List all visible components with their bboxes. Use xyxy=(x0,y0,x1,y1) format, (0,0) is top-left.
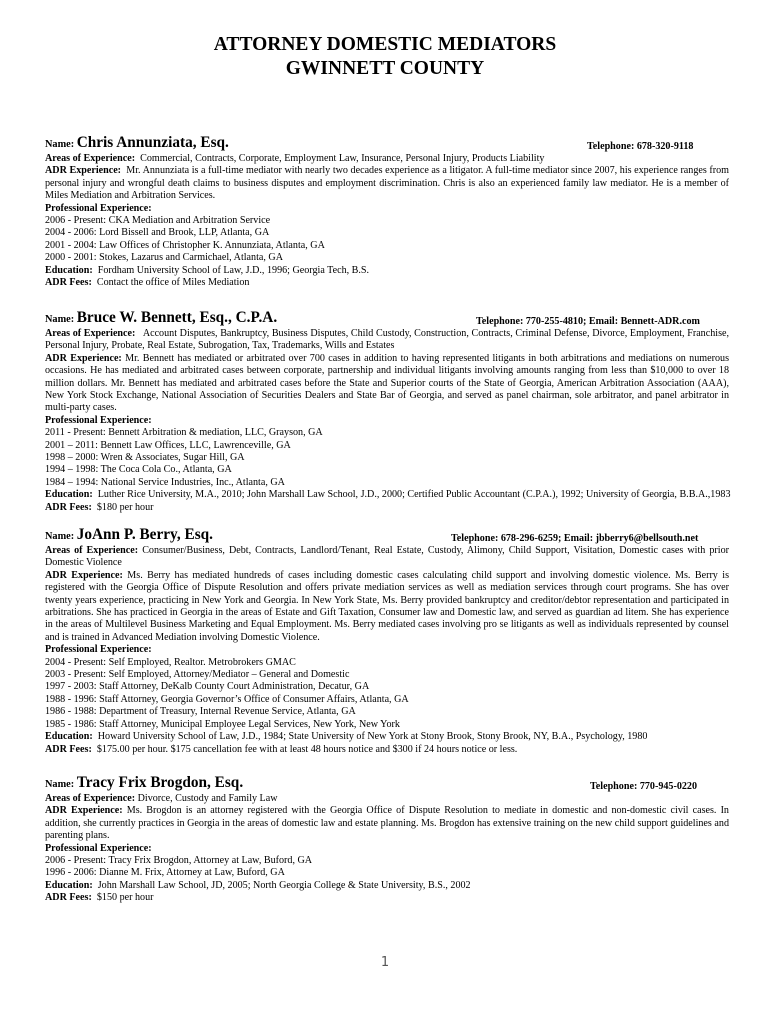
adr-experience-label: ADR Experience: xyxy=(45,165,122,177)
professional-item: 2001 – 2011: Bennett Law Offices, LLC, Lawrenceville, GA xyxy=(45,439,291,451)
mediator-contact: Telephone: 770-945-0220 xyxy=(590,780,698,792)
areas-of-experience xyxy=(45,153,729,165)
professional-experience-label: Professional Experience: xyxy=(45,202,152,214)
name-row xyxy=(45,774,729,793)
adr-fees xyxy=(45,744,729,756)
areas-label: Areas of Experience: xyxy=(45,328,136,339)
adr-experience xyxy=(45,165,729,202)
education xyxy=(45,489,729,501)
adr-experience-text: Ms. Brogdon is an attorney registered with the Georgia Office of Dispute Resolution to mediate in domestic and non-domestic civil cases. In addition, she currently practices in Georgia in the areas of domestic law and estate planning. Ms. Brogdon has extensive training on the new child support guidelines and parenting plans. xyxy=(45,805,729,842)
name-label: Name: xyxy=(45,139,75,150)
areas-label: Areas of Experience: xyxy=(45,793,136,804)
mediator-name: JoAnn P. Berry, Esq. xyxy=(76,526,213,543)
page-number: 1 xyxy=(380,955,390,970)
mediator-entry xyxy=(45,134,730,289)
name-label: Name: xyxy=(45,314,75,325)
mediator-contact: Telephone: 678-296-6259; Email: jbberry6@bellsouth.net xyxy=(451,532,699,544)
name-row xyxy=(45,309,729,328)
professional-item: 1985 - 1986: Staff Attorney, Municipal Employee Legal Services, New York, New York xyxy=(45,718,400,730)
mediator-contact: Telephone: 678-320-9118 xyxy=(587,140,694,152)
areas-of-experience xyxy=(45,328,729,353)
education-label: Education: xyxy=(45,264,93,276)
adr-experience xyxy=(45,570,729,644)
adr-fees-text: $150 per hour xyxy=(96,892,154,904)
professional-item: 1997 - 2003: Staff Attorney, DeKalb County Court Administration, Decatur, GA xyxy=(45,681,370,693)
adr-experience xyxy=(45,805,729,842)
name-label: Name: xyxy=(45,779,75,790)
adr-experience-label: ADR Experience: xyxy=(45,805,123,817)
professional-item: 2006 - Present: CKA Mediation and Arbitration Service xyxy=(45,215,271,227)
professional-item: 2006 - Present: Tracy Frix Brogdon, Attorney at Law, Buford, GA xyxy=(45,855,313,867)
mediator-name: Chris Annunziata, Esq. xyxy=(76,134,229,151)
adr-experience xyxy=(45,353,729,415)
education xyxy=(45,265,729,277)
education xyxy=(45,880,729,892)
areas-text: Account Disputes, Bankruptcy, Business Disputes, Child Custody, Construction, Contracts, Criminal Defense, Divorce, Employment, Franchise, Personal Injury, Probate, Real Estate, Subrogation, Tax, Trademarks, Wills and Estates xyxy=(45,328,729,352)
name-row xyxy=(45,134,729,153)
professional-item: 1988 - 1996: Staff Attorney, Georgia Governor’s Office of Consumer Affairs, Atlanta, GA xyxy=(45,693,409,705)
professional-experience-label: Professional Experience: xyxy=(45,842,152,854)
education-text: Fordham University School of Law, J.D., 1996; Georgia Tech, B.S. xyxy=(97,264,370,276)
adr-fees-label: ADR Fees: xyxy=(45,277,92,289)
mediator-entry xyxy=(45,774,729,905)
name-label: Name: xyxy=(45,531,75,542)
adr-fees-text: Contact the office of Miles Mediation xyxy=(96,277,250,289)
title-line-1: ATTORNEY DOMESTIC MEDIATORS xyxy=(213,34,557,55)
adr-experience-label: ADR Experience: xyxy=(45,569,123,581)
name-row xyxy=(45,526,729,545)
mediator-name: Tracy Frix Brogdon, Esq. xyxy=(76,774,244,791)
areas-label: Areas of Experience: xyxy=(45,545,139,556)
adr-fees xyxy=(45,892,729,904)
professional-item: 2003 - Present: Self Employed, Attorney/Mediator – General and Domestic xyxy=(45,669,350,681)
adr-fees xyxy=(45,502,729,514)
areas-label: Areas of Experience: xyxy=(45,153,136,164)
mediator-name: Bruce W. Bennett, Esq., C.P.A. xyxy=(76,309,278,326)
professional-item: 2004 - Present: Self Employed, Realtor. Metrobrokers GMAC xyxy=(45,656,296,668)
mediator-entry xyxy=(45,526,730,756)
adr-fees-text: $175.00 per hour. $175 cancellation fee with at least 48 hours notice and $300 if 24 hours notice or less. xyxy=(96,743,518,755)
areas-text: Divorce, Custody and Family Law xyxy=(137,793,278,804)
education-text: Howard University School of Law, J.D., 1984; State University of New York at Stony Brook, Stony Brook, NY, B.A., Psychology, 1980 xyxy=(97,731,648,743)
adr-experience-text: Ms. Berry has mediated hundreds of cases including domestic cases calculating child support and involving domestic violence. Ms. Berry is registered with the Georgia Office of Dispute Resolution and offers private mediation services as well as mediation services through court programs. She has over twenty years experience, practicing in New York and Georgia. In New York State, Ms. Berry provided bankruptcy and creditor/debtor representation and participated in arbitrations. She has practiced in Georgia in the areas of Estate and Gift Taxation, Consumer law and Domestic law, and served as guardian ad litem. She has experience in the areas of Multilevel Business Marketing and Equal Employment. Ms. Berry mediated cases involving pro se litigants as well as individuals represented by counsel and is trained in Advanced Mediation involving Domestic Violence. xyxy=(45,569,730,643)
professional-item: 1998 – 2000: Wren & Associates, Sugar Hill, GA xyxy=(45,452,245,464)
professional-experience-label: Professional Experience: xyxy=(45,644,152,656)
adr-experience-text: Mr. Annunziata is a full-time mediator with nearly two decades experience as a litigator. A full-time mediator since 2007, his experience ranges from personal injury and wrongful death claims to business disputes and employment discrimination. Chris is also an experienced family law mediator. He is a member of Miles Mediation and Arbitration Services. xyxy=(45,165,730,202)
professional-experience-label: Professional Experience: xyxy=(45,414,152,426)
page-title xyxy=(0,33,770,81)
professional-item: 1984 – 1994: National Service Industries, Inc., Atlanta, GA xyxy=(45,476,285,488)
adr-fees-text: $180 per hour xyxy=(96,501,154,513)
education-label: Education: xyxy=(45,879,93,891)
title-line-2: GWINNETT COUNTY xyxy=(285,58,485,79)
adr-experience-label: ADR Experience: xyxy=(45,352,122,364)
professional-item: 1986 - 1988: Department of Treasury, Internal Revenue Service, Atlanta, GA xyxy=(45,706,356,718)
adr-fees-label: ADR Fees: xyxy=(45,743,92,755)
professional-item: 2004 - 2006: Lord Bissell and Brook, LLP, Atlanta, GA xyxy=(45,227,270,239)
professional-item: 2000 - 2001: Stokes, Lazarus and Carmichael, Atlanta, GA xyxy=(45,252,283,264)
areas-text: Commercial, Contracts, Corporate, Employment Law, Insurance, Personal Injury, Products Liability xyxy=(140,153,545,164)
education-label: Education: xyxy=(45,731,93,743)
areas-of-experience xyxy=(45,545,729,570)
mediator-entry xyxy=(45,309,731,514)
areas-of-experience xyxy=(45,793,729,805)
adr-fees-label: ADR Fees: xyxy=(45,892,92,904)
adr-fees xyxy=(45,277,729,289)
adr-experience-text: Mr. Bennett has mediated or arbitrated over 700 cases in addition to having represented litigants in both arbitrations and mediations on numerous occasions. He has mediated and arbitrated cases between corporate, partnership and individual litigants involving amounts ranging from less than $10,000 to over 18 million dollars. Mr. Bennett has mediated and arbitrated cases before the State and Superior courts of the State of Georgia, American Arbitration Association (AAA), New York Stock Exchange, National Association of Securities Dealers and State Bar of Georgia, and served as panel chairman, sole arbitrator, and panel arbitrator in multi-party cases. xyxy=(45,352,729,414)
areas-text: Consumer/Business, Debt, Contracts, Landlord/Tenant, Real Estate, Custody, Alimony, Child Support, Visitation, Domestic cases with prior Domestic Violence xyxy=(45,545,729,569)
education xyxy=(45,731,729,743)
adr-fees-label: ADR Fees: xyxy=(45,501,92,513)
professional-item: 1996 - 2006: Dianne M. Frix, Attorney at Law, Buford, GA xyxy=(45,867,285,879)
professional-item: 2001 - 2004: Law Offices of Christopher K. Annunziata, Atlanta, GA xyxy=(45,239,325,251)
education-label: Education: xyxy=(45,489,93,501)
education-text: Luther Rice University, M.A., 2010; John Marshall Law School, J.D., 2000; Certified Public Accountant (C.P.A.), 1992; University of Georgia, B.B.A.,1983 xyxy=(97,489,731,501)
education-text: John Marshall Law School, JD, 2005; North Georgia College & State University, B.S., 2002 xyxy=(97,879,471,891)
professional-item: 1994 – 1998: The Coca Cola Co., Atlanta, GA xyxy=(45,464,232,476)
mediator-contact: Telephone: 770-255-4810; Email: Bennett-ADR.com xyxy=(476,315,700,327)
professional-item: 2011 - Present: Bennett Arbitration & mediation, LLC, Grayson, GA xyxy=(45,427,323,439)
